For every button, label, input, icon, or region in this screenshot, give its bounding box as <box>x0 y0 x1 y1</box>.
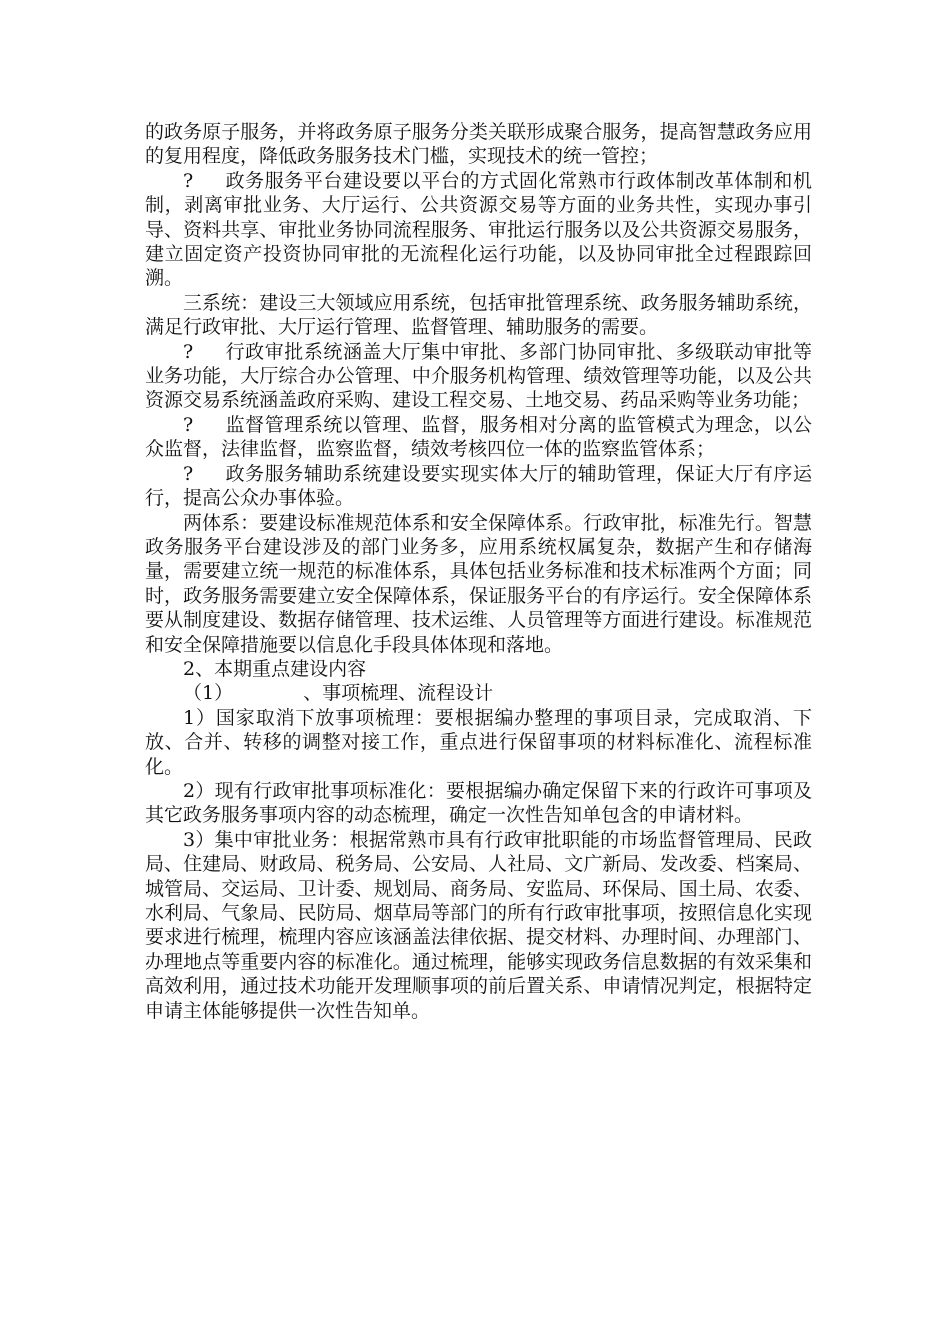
paragraph-text: 2）现有行政审批事项标准化：要根据编办确定保留下来的行政许可事项及其它政务服务事项内容的动态梳理，确定一次性告知单包含的申请材料。 <box>145 779 812 827</box>
paragraph-text: 两体系：要建设标准规范体系和安全保障体系。行政审批，标准先行。智慧政务服务平台建设涉及的部门业务多，应用系统权属复杂，数据产生和存储海量，需要建立统一规范的标准体系，具体包括业务标准和技术标准两个方面；同时，政务服务需要建立安全保障体系，保证服务平台的有序运行。安全保障体系要从制度建设、数据存储管理、技术运维、人员管理等方面进行建设。标准规范和安全保障措施要以信息化手段具体体现和落地。 <box>145 511 812 656</box>
bullet-supervision-system <box>145 413 812 462</box>
paragraph-text: 政务服务平台建设要以平台的方式固化常熟市行政体制改革体制和机制，剥离审批业务、大厅运行、公共资源交易等方面的业务共性，实现办事引导、资料共享、审批业务协同流程服务、审批运行服务以及公共资源交易服务，建立固定资产投资协同审批的无流程化运行功能，以及协同审批全过程跟踪回溯。 <box>145 169 812 290</box>
paragraph-text: 1）国家取消下放事项梳理：要根据编办整理的事项目录，完成取消、下放、合并、转移的调整对接工作，重点进行保留事项的材料标准化、流程标准化。 <box>145 706 812 778</box>
bullet-mark: ? <box>183 169 194 192</box>
paragraph-text: 3）集中审批业务：根据常熟市具有行政审批职能的市场监督管理局、民政局、住建局、财政局、税务局、公安局、人社局、文广新局、发改委、档案局、城管局、交运局、卫计委、规划局、商务局、安监局、环保局、国土局、农委、水利局、气象局、民防局、烟草局等部门的所有行政审批事项，按照信息化实现要求进行梳理，梳理内容应该涵盖法律依据、提交材料、办理时间、办理部门、办理地点等重要内容的标准化。通过梳理，能够实现政务信息数据的有效采集和高效利用，通过技术功能开发理顺事项的前后置关系、申请情况判定，根据特定申请主体能够提供一次性告知单。 <box>145 828 812 1022</box>
paragraph-text: 三系统：建设三大领域应用系统，包括审批管理系统、政务服务辅助系统，满足行政审批、大厅运行管理、监督管理、辅助服务的需要。 <box>145 291 812 339</box>
bullet-mark: ? <box>183 340 194 363</box>
heading-text: 2、本期重点建设内容 <box>183 657 367 680</box>
bullet-platform <box>145 169 812 291</box>
section-heading <box>145 657 812 681</box>
document-page <box>145 120 812 1023</box>
paragraph-two-systems <box>145 511 812 657</box>
paragraph-item-3 <box>145 828 812 1023</box>
subsection-number: （1） <box>183 682 234 705</box>
bullet-mark: ? <box>183 413 194 436</box>
paragraph-text: 的政务原子服务，并将政务原子服务分类关联形成聚合服务，提高智慧政务应用的复用程度，降低政务服务技术门槛，实现技术的统一管控； <box>145 121 812 168</box>
paragraph-item-1 <box>145 706 812 779</box>
bullet-mark: ? <box>183 462 194 485</box>
paragraph-text: 监督管理系统以管理、监督，服务相对分离的监管模式为理念，以公众监督，法律监督，监察监督，绩效考核四位一体的监察监管体系； <box>145 413 812 461</box>
paragraph-text: 行政审批系统涵盖大厅集中审批、多部门协同审批、多级联动审批等业务功能，大厅综合办公管理、中介服务机构管理、绩效管理等功能，以及公共资源交易系统涵盖政府采购、建设工程交易、土地交易、药品采购等业务功能； <box>145 340 812 412</box>
bullet-auxiliary-system <box>145 462 812 511</box>
subsection-text: 、事项梳理、流程设计 <box>303 682 494 705</box>
paragraph-continuation <box>145 120 812 169</box>
subsection-heading <box>145 681 812 705</box>
paragraph-text: 政务服务辅助系统建设要实现实体大厅的辅助管理，保证大厅有序运行，提高公众办事体验。 <box>145 462 812 510</box>
bullet-approval-system <box>145 340 812 413</box>
paragraph-item-2 <box>145 779 812 828</box>
paragraph-three-systems <box>145 291 812 340</box>
